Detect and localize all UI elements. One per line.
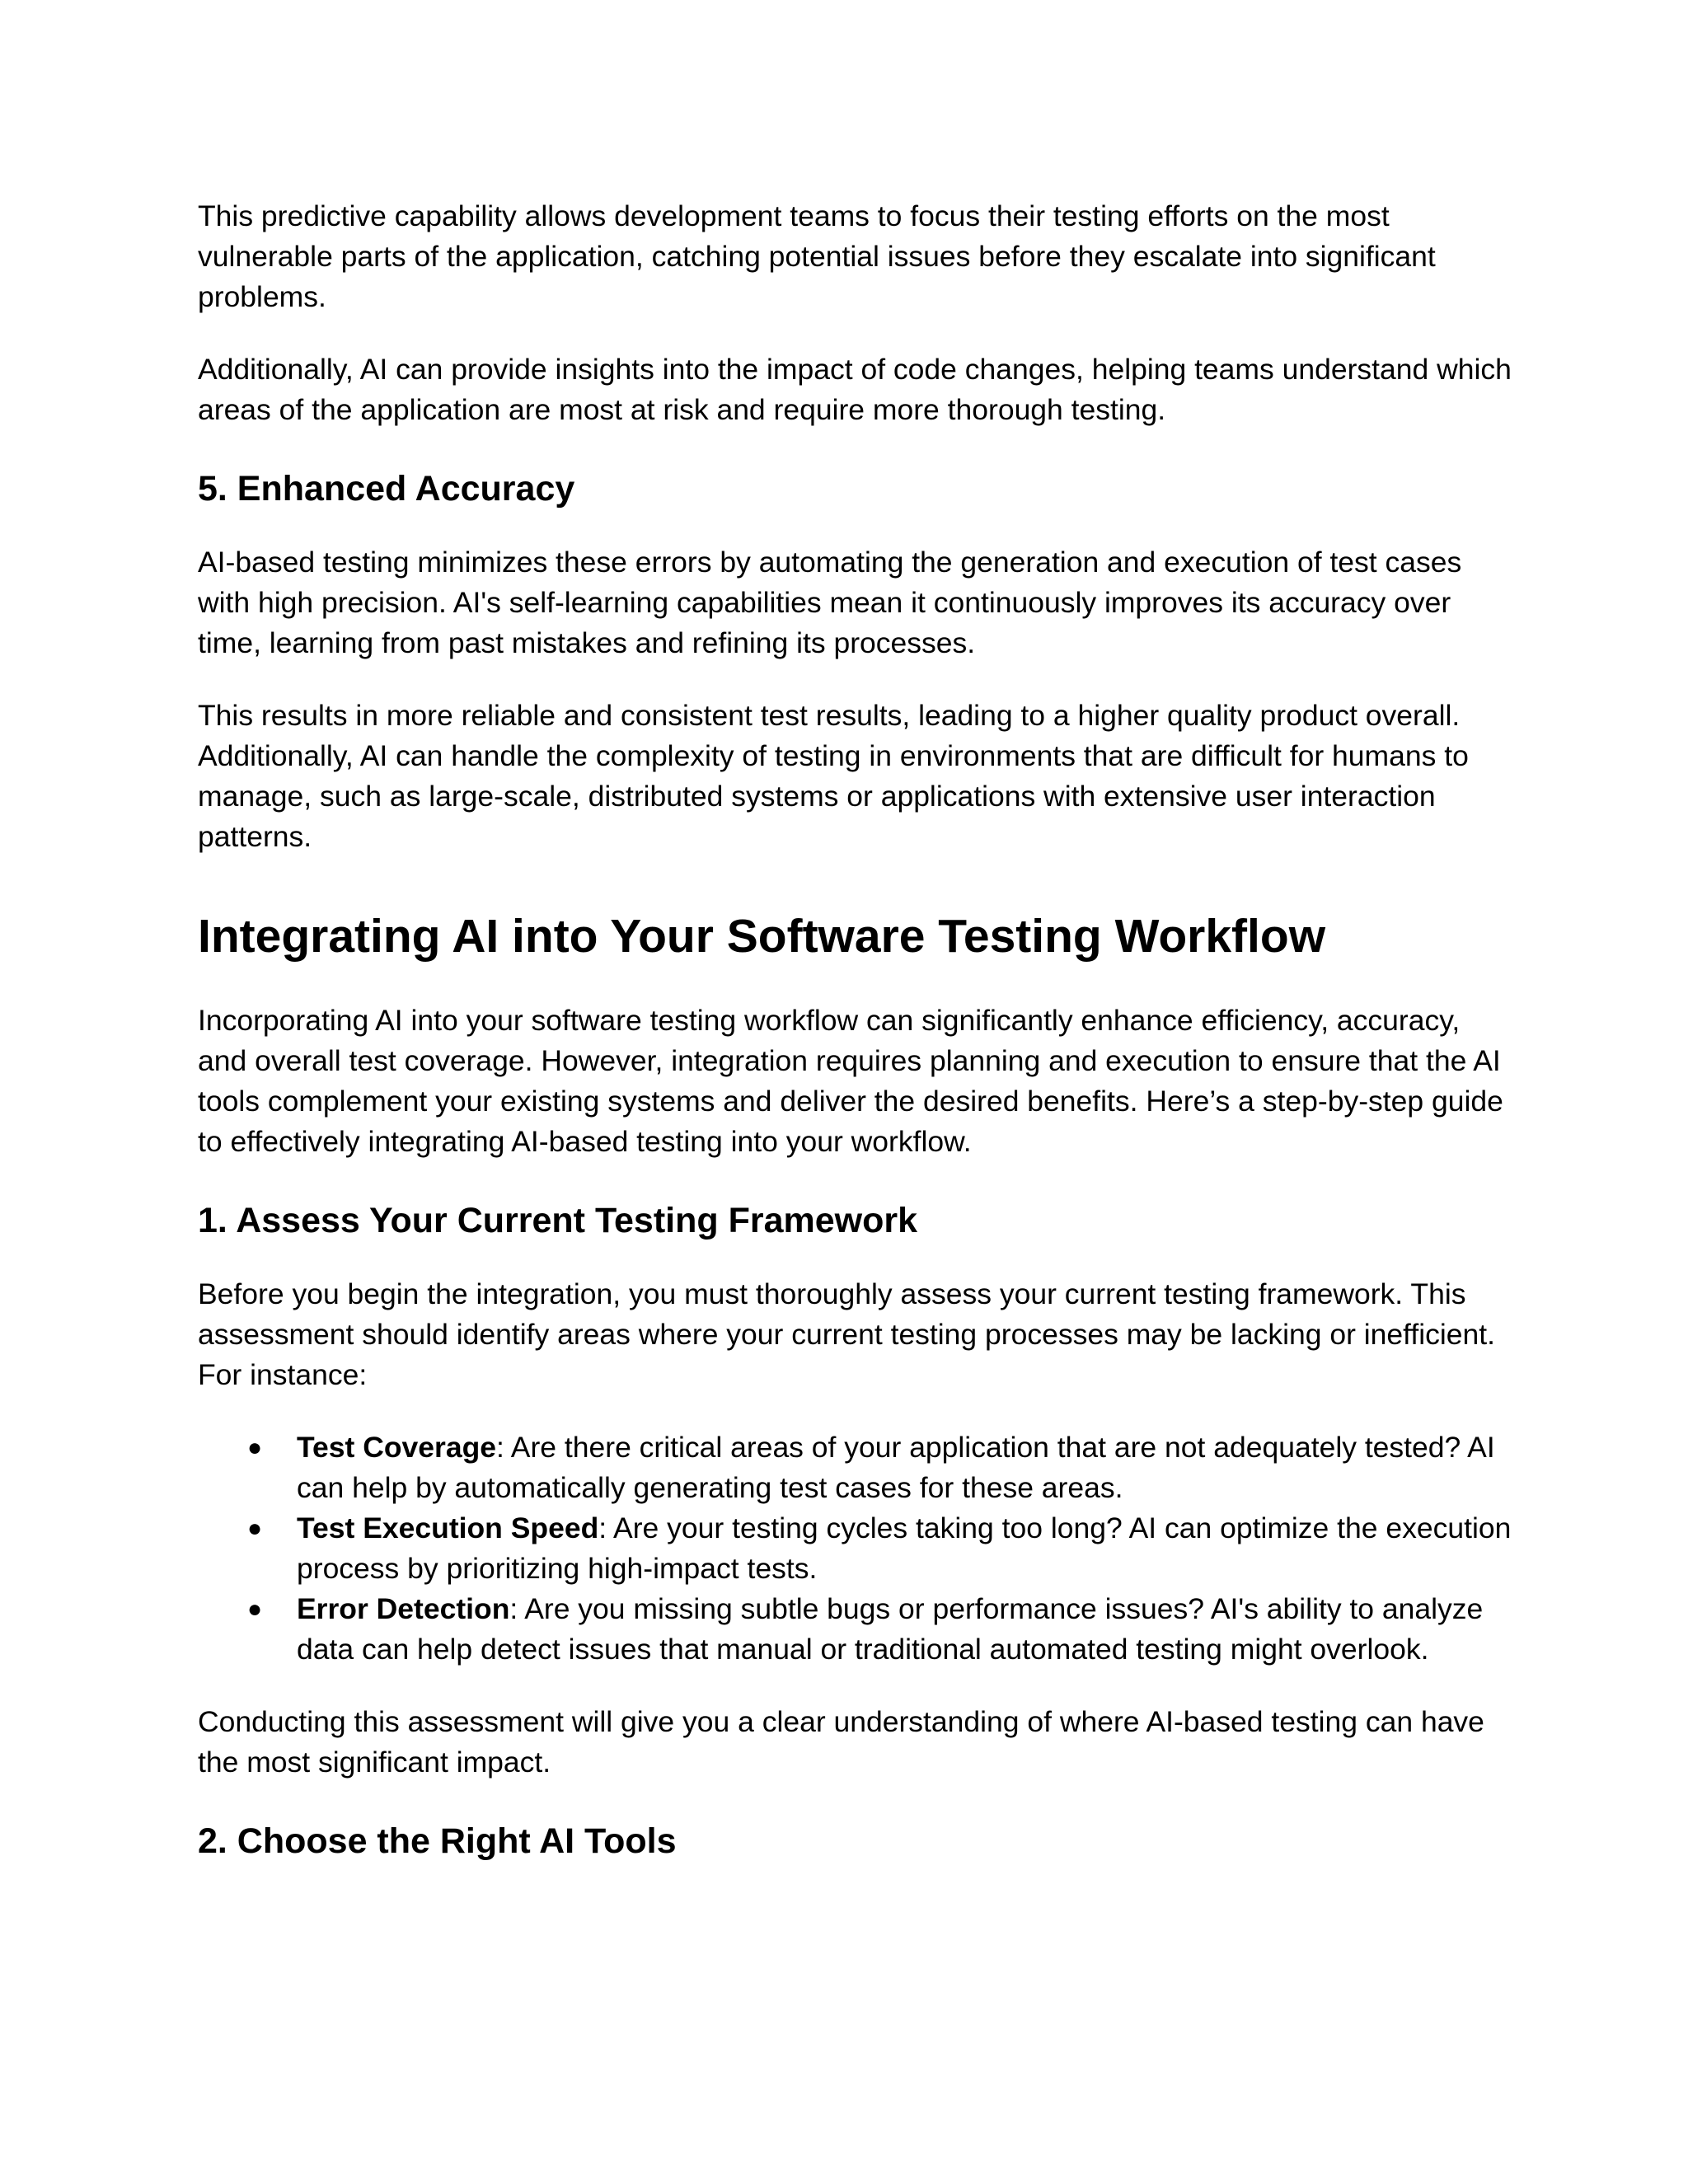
list-item-term: Error Detection (297, 1592, 510, 1625)
paragraph-assessment-conclusion: Conducting this assessment will give you a clear understanding of where AI-based testing can have the most significant impact. (198, 1705, 1484, 1779)
list-item-term: Test Coverage (297, 1431, 497, 1464)
document-page (198, 196, 1517, 1863)
paragraph-predictive-capability: This predictive capability allows development teams to focus their testing efforts on the most vulnerable parts of the application, catching potential issues before they escalate into significant problems. (198, 199, 1436, 313)
heading-integrating-ai: Integrating AI into Your Software Testing Workflow (198, 910, 1326, 963)
paragraph-code-change-insights: Additionally, AI can provide insights into the impact of code changes, helping teams understand which areas of the application are most at risk and require more thorough testing. (198, 353, 1512, 426)
assessment-bullet-list (198, 1427, 1517, 1670)
list-item-text: : Are your testing cycles taking too long? AI can optimize the execution process by prioritizing high-impact tests. (297, 1511, 1512, 1585)
paragraph-assessment-intro: Before you begin the integration, you must thoroughly assess your current testing framework. This assessment should identify areas where your current testing processes may be lacking or inefficient. For instance: (198, 1277, 1495, 1391)
heading-choose-tools: 2. Choose the Right AI Tools (198, 1821, 677, 1861)
list-item-test-coverage (198, 1427, 1517, 1508)
list-item-term: Test Execution Speed (297, 1511, 599, 1544)
list-item-text: : Are you missing subtle bugs or performance issues? AI's ability to analyze data can help detect issues that manual or traditional automated testing might overlook. (297, 1592, 1484, 1666)
bullet-icon: ● (247, 1515, 263, 1542)
paragraph-reliable-results: This results in more reliable and consistent test results, leading to a higher quality product overall. Additionally, AI can handle the complexity of testing in environments that are difficult for humans to manage, such as large-scale, distributed systems or applications with extensive user interaction patterns. (198, 699, 1469, 853)
bullet-icon: ● (247, 1596, 263, 1623)
heading-enhanced-accuracy: 5. Enhanced Accuracy (198, 469, 575, 509)
list-item-error-detection (198, 1589, 1517, 1670)
list-item-test-execution-speed (198, 1508, 1517, 1589)
bullet-icon: ● (247, 1434, 263, 1461)
paragraph-ai-minimizes-errors: AI-based testing minimizes these errors by automating the generation and execution of test cases with high precision. AI's self-learning capabilities mean it continuously improves its accuracy over time, learning from past mistakes and refining its processes. (198, 546, 1462, 659)
paragraph-incorporating-ai: Incorporating AI into your software testing workflow can significantly enhance efficiency, accuracy, and overall test coverage. However, integration requires planning and execution to ensure that the AI tools complement your existing systems and deliver the desired benefits. Here’s a step-by-step guide to effectively integrating AI-based testing into your workflow. (198, 1004, 1503, 1158)
list-item-text: : Are there critical areas of your application that are not adequately tested? AI can help by automatically generating test cases for these areas. (297, 1431, 1495, 1504)
heading-assess-framework: 1. Assess Your Current Testing Framework (198, 1201, 918, 1240)
